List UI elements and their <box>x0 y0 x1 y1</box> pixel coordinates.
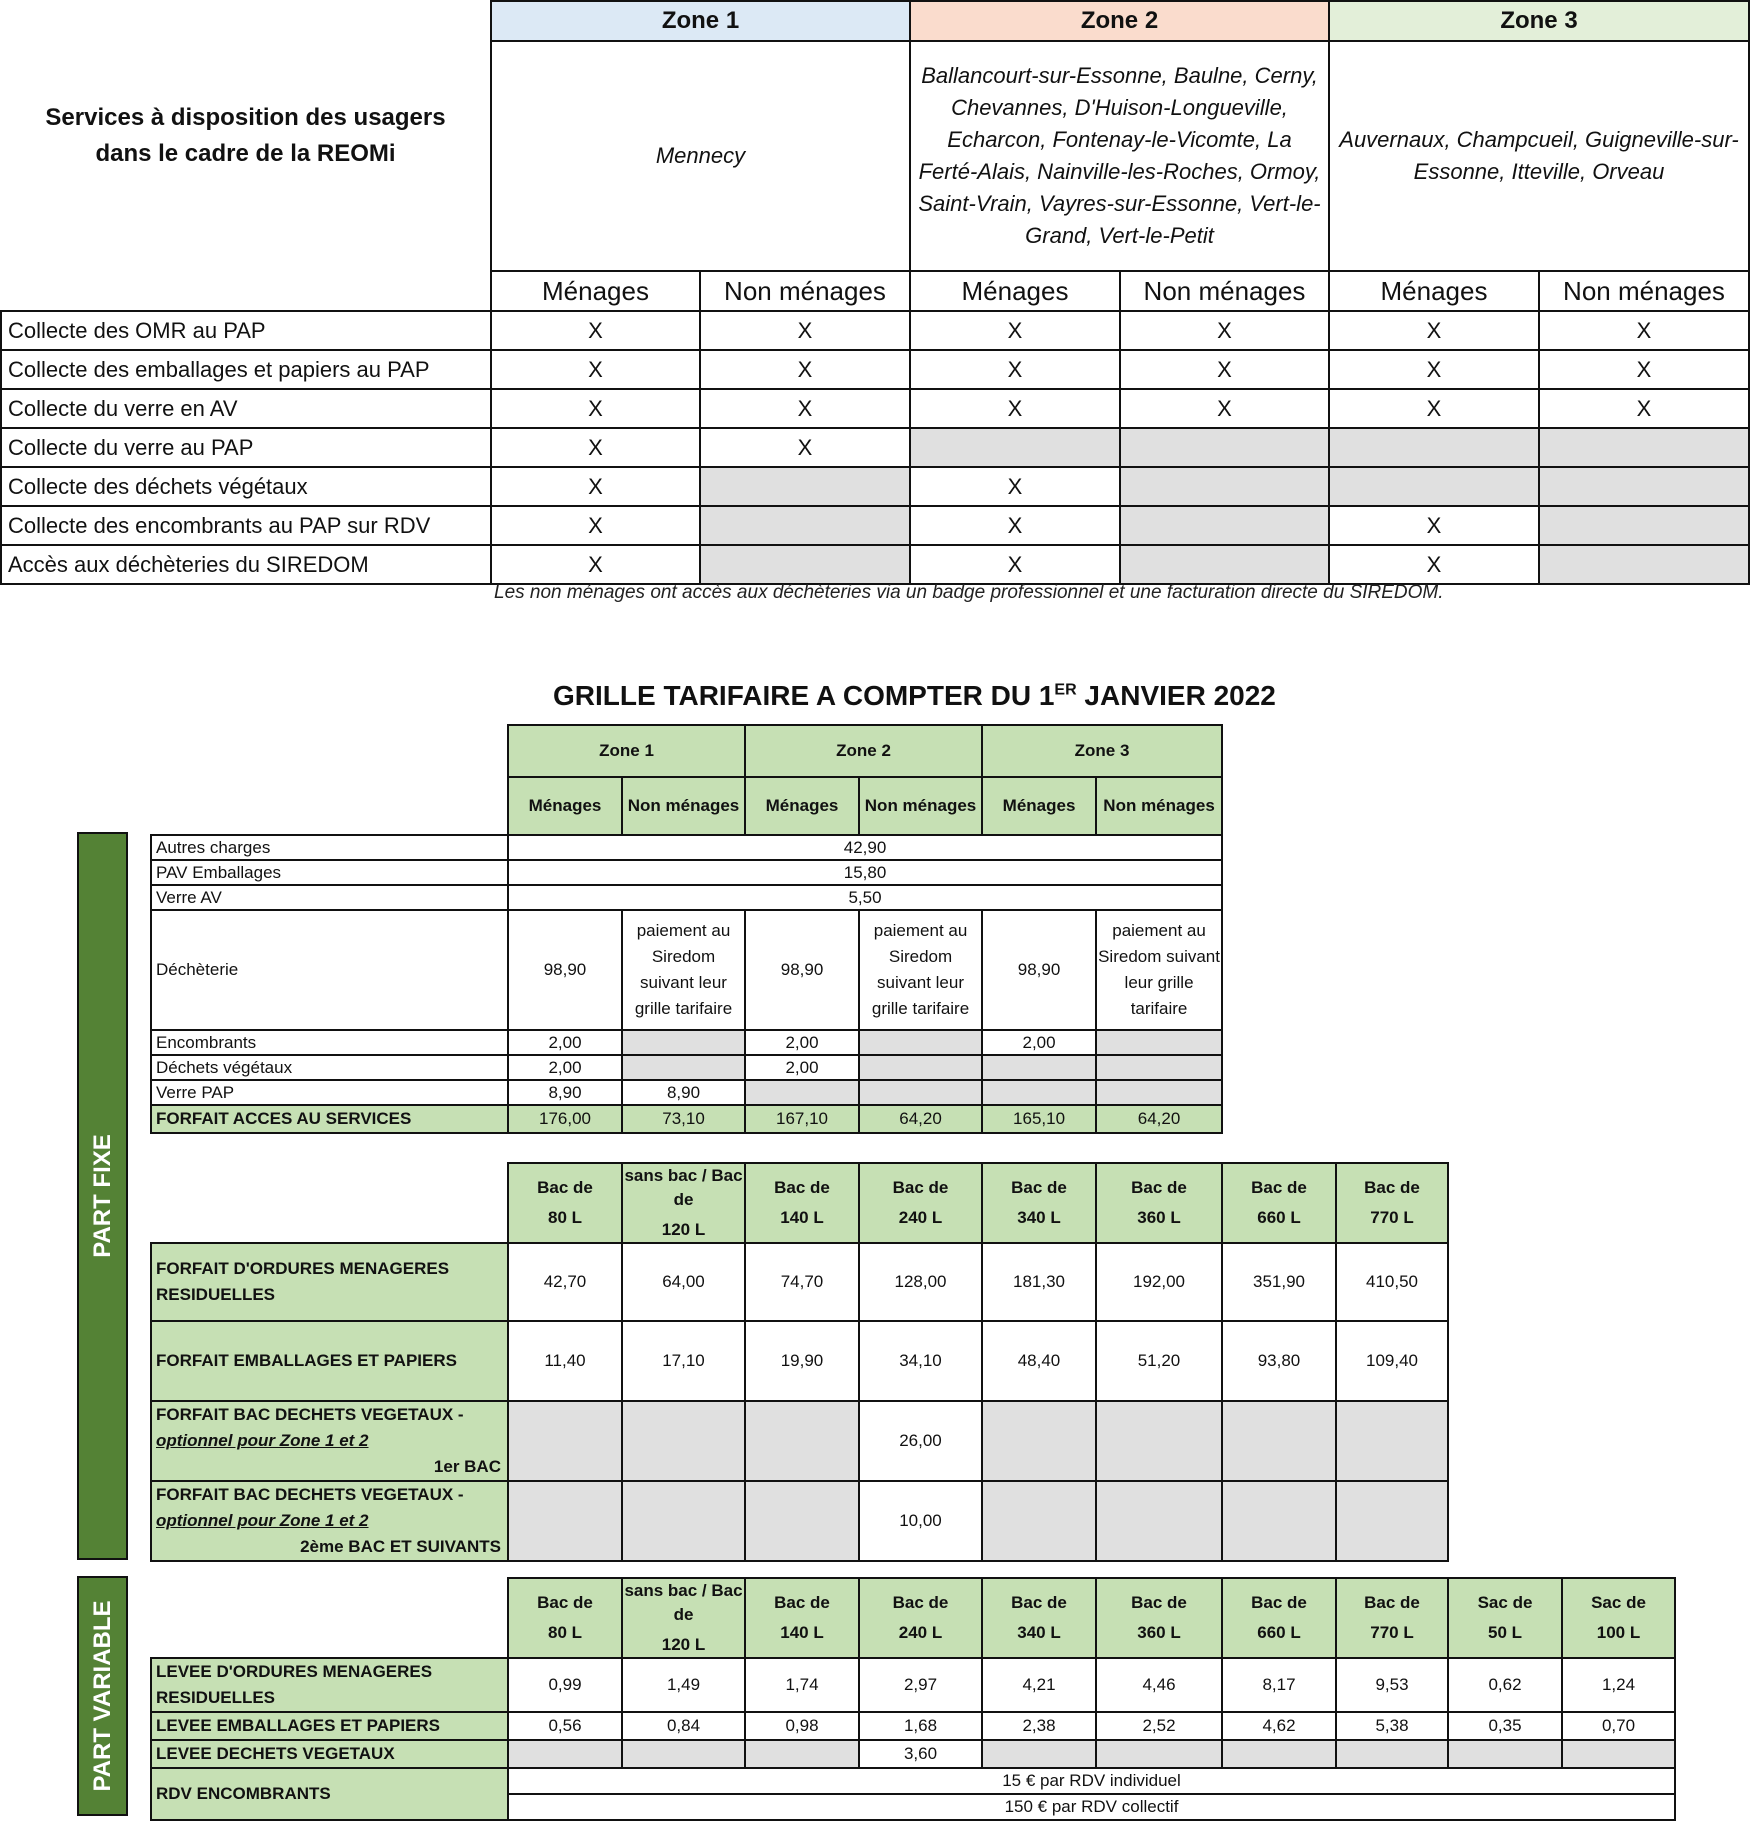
cell-value: 165,10 <box>982 1105 1096 1133</box>
service-label: Collecte des déchets végétaux <box>1 467 491 506</box>
cell-value: 2,00 <box>508 1030 622 1055</box>
bac-header: Bac de 240 L <box>859 1578 982 1658</box>
bac-header: Bac de 660 L <box>1222 1578 1336 1658</box>
bac-header: Sac de 50 L <box>1448 1578 1562 1658</box>
zone3-communes: Auvernaux, Champcueil, Guigneville-sur-Essonne, Itteville, Orveau <box>1329 41 1749 271</box>
service-check: X <box>1120 311 1329 350</box>
cell-value: paiement au Siredom suivant leur grille tarifaire <box>622 910 745 1030</box>
cell-value: 1,74 <box>745 1658 859 1712</box>
service-check: X <box>491 428 700 467</box>
service-check: X <box>1539 350 1749 389</box>
service-row <box>1 311 1749 350</box>
empty-cell <box>745 1080 859 1105</box>
cell-value: 17,10 <box>622 1321 745 1401</box>
service-unavailable <box>1329 467 1539 506</box>
empty-cell <box>1222 1481 1336 1561</box>
service-check: X <box>910 350 1120 389</box>
empty-cell <box>622 1481 745 1561</box>
cell-value: 64,20 <box>859 1105 982 1133</box>
cell-value: 26,00 <box>859 1401 982 1481</box>
service-row <box>1 545 1749 584</box>
empty-cell <box>1096 1080 1222 1105</box>
bac-header: Bac de 770 L <box>1336 1163 1448 1243</box>
bac-header: Bac de 360 L <box>1096 1163 1222 1243</box>
row-label: RDV ENCOMBRANTS <box>151 1768 508 1820</box>
service-check: X <box>491 389 700 428</box>
cell-value: 15,80 <box>508 860 1222 885</box>
services-title: Services à disposition des usagers dans le cadre de la REOMi <box>1 1 491 271</box>
row-label: Déchèterie <box>151 910 508 1030</box>
cell-value: 4,46 <box>1096 1658 1222 1712</box>
bac-header: Bac de 360 L <box>1096 1578 1222 1658</box>
empty-cell <box>622 1055 745 1080</box>
service-check: X <box>910 389 1120 428</box>
cell-value: 0,99 <box>508 1658 622 1712</box>
bac-header: Bac de 660 L <box>1222 1163 1336 1243</box>
service-check: X <box>491 467 700 506</box>
empty-cell <box>622 1740 745 1768</box>
empty-cell <box>1096 1740 1222 1768</box>
row-label: FORFAIT ACCES AU SERVICES <box>151 1105 508 1133</box>
bac-header: Bac de 340 L <box>982 1578 1096 1658</box>
service-row <box>1 467 1749 506</box>
cell-value: 2,00 <box>745 1030 859 1055</box>
empty-cell <box>745 1401 859 1481</box>
service-check: X <box>700 311 910 350</box>
empty-cell <box>1336 1740 1448 1768</box>
services-note: Les non ménages ont accès aux déchèteries via un badge professionnel et une facturation directe du SIREDOM. <box>494 582 1444 603</box>
empty-cell <box>745 1481 859 1561</box>
grid-sub-header: Non ménages <box>622 777 745 835</box>
cell-value: paiement au Siredom suivant leur grille tarifaire <box>859 910 982 1030</box>
service-label: Accès aux déchèteries du SIREDOM <box>1 545 491 584</box>
cell-value: 1,49 <box>622 1658 745 1712</box>
zone1-header: Zone 1 <box>491 1 910 41</box>
grid-zone2-header: Zone 2 <box>745 725 982 777</box>
service-unavailable <box>1539 467 1749 506</box>
rdv-individuel: 15 € par RDV individuel <box>508 1768 1675 1794</box>
bac-variable-grid <box>150 1577 1676 1821</box>
service-unavailable <box>1539 545 1749 584</box>
rdv-collectif: 150 € par RDV collectif <box>508 1794 1675 1820</box>
service-unavailable <box>1329 428 1539 467</box>
service-unavailable <box>1120 467 1329 506</box>
cell-value: 98,90 <box>508 910 622 1030</box>
grid-sub-header: Ménages <box>508 777 622 835</box>
service-row <box>1 389 1749 428</box>
tariff-title: GRILLE TARIFAIRE A COMPTER DU 1ER JANVIER 2022 <box>553 680 1276 711</box>
service-unavailable <box>1120 428 1329 467</box>
service-check: X <box>700 389 910 428</box>
cell-value: 42,70 <box>508 1243 622 1321</box>
cell-value: 74,70 <box>745 1243 859 1321</box>
service-check: X <box>491 350 700 389</box>
service-row <box>1 428 1749 467</box>
grid-sub-header: Ménages <box>745 777 859 835</box>
cell-value: 8,90 <box>508 1080 622 1105</box>
grid-zone3-header: Zone 3 <box>982 725 1222 777</box>
cell-value: 0,62 <box>1448 1658 1562 1712</box>
tariff-row <box>151 1030 1222 1055</box>
bac-header: sans bac / Bac de 120 L <box>622 1578 745 1658</box>
row-label: Autres charges <box>151 835 508 860</box>
service-check: X <box>910 545 1120 584</box>
service-check: X <box>1329 311 1539 350</box>
empty-cell <box>1336 1481 1448 1561</box>
row-label: FORFAIT D'ORDURES MENAGERES RESIDUELLES <box>151 1243 508 1321</box>
sub-header: Non ménages <box>1120 271 1329 311</box>
grid-sub-header: Non ménages <box>1096 777 1222 835</box>
service-check: X <box>1120 389 1329 428</box>
empty-cell <box>982 1055 1096 1080</box>
service-check: X <box>700 428 910 467</box>
cell-value: 42,90 <box>508 835 1222 860</box>
row-label: FORFAIT EMBALLAGES ET PAPIERS <box>151 1321 508 1401</box>
cell-value: 64,00 <box>622 1243 745 1321</box>
empty-cell <box>859 1080 982 1105</box>
bac-header: Bac de 240 L <box>859 1163 982 1243</box>
cell-value: 4,62 <box>1222 1712 1336 1740</box>
empty-cell <box>1222 1401 1336 1481</box>
service-row <box>1 350 1749 389</box>
empty-cell <box>1096 1401 1222 1481</box>
cell-value: 2,00 <box>745 1055 859 1080</box>
bac-header: Bac de 80 L <box>508 1163 622 1243</box>
empty-cell <box>622 1030 745 1055</box>
empty-cell <box>859 1030 982 1055</box>
cell-value: 0,70 <box>1562 1712 1675 1740</box>
cell-value: 34,10 <box>859 1321 982 1401</box>
cell-value: 1,68 <box>859 1712 982 1740</box>
service-check: X <box>700 350 910 389</box>
service-check: X <box>1329 545 1539 584</box>
service-unavailable <box>1120 506 1329 545</box>
cell-value: 8,17 <box>1222 1658 1336 1712</box>
service-check: X <box>1539 311 1749 350</box>
zone2-header: Zone 2 <box>910 1 1329 41</box>
bac-header: Bac de 340 L <box>982 1163 1096 1243</box>
empty-cell <box>622 1401 745 1481</box>
service-check: X <box>1329 389 1539 428</box>
zone3-header: Zone 3 <box>1329 1 1749 41</box>
cell-value: 19,90 <box>745 1321 859 1401</box>
grid-sub-header: Non ménages <box>859 777 982 835</box>
row-label: FORFAIT BAC DECHETS VEGETAUX - optionnel pour Zone 1 et 2 1er BAC <box>151 1401 508 1481</box>
cell-value: 0,98 <box>745 1712 859 1740</box>
bac-header: Bac de 140 L <box>745 1578 859 1658</box>
cell-value: 73,10 <box>622 1105 745 1133</box>
service-check: X <box>910 311 1120 350</box>
bac-header: Bac de 80 L <box>508 1578 622 1658</box>
empty-cell <box>1096 1030 1222 1055</box>
sub-header: Ménages <box>910 271 1120 311</box>
tariff-row <box>151 1080 1222 1105</box>
part-fixe-label: PART FIXE <box>77 832 128 1560</box>
empty-cell <box>1336 1401 1448 1481</box>
service-unavailable <box>1539 506 1749 545</box>
cell-value: 192,00 <box>1096 1243 1222 1321</box>
services-table <box>0 0 1750 585</box>
cell-value: 128,00 <box>859 1243 982 1321</box>
empty-cell <box>745 1740 859 1768</box>
cell-value: 2,52 <box>1096 1712 1222 1740</box>
cell-value: 167,10 <box>745 1105 859 1133</box>
row-label: FORFAIT BAC DECHETS VEGETAUX - optionnel pour Zone 1 et 2 2ème BAC ET SUIVANTS <box>151 1481 508 1561</box>
empty-cell <box>859 1055 982 1080</box>
service-check: X <box>491 506 700 545</box>
empty-cell <box>508 1481 622 1561</box>
cell-value: 64,20 <box>1096 1105 1222 1133</box>
zone1-communes: Mennecy <box>491 41 910 271</box>
service-check: X <box>1120 350 1329 389</box>
cell-value: 0,35 <box>1448 1712 1562 1740</box>
sub-header: Ménages <box>1329 271 1539 311</box>
service-check: X <box>1329 506 1539 545</box>
empty-cell <box>508 1401 622 1481</box>
bac-header: Sac de 100 L <box>1562 1578 1675 1658</box>
tariff-row <box>151 1055 1222 1080</box>
service-unavailable <box>1539 428 1749 467</box>
bac-header: Bac de 140 L <box>745 1163 859 1243</box>
zone-grid <box>150 724 1223 1134</box>
empty-cell <box>982 1740 1096 1768</box>
sub-header: Non ménages <box>1539 271 1749 311</box>
cell-value: 93,80 <box>1222 1321 1336 1401</box>
service-row <box>1 506 1749 545</box>
service-unavailable <box>910 428 1120 467</box>
service-label: Collecte du verre en AV <box>1 389 491 428</box>
cell-value: 5,38 <box>1336 1712 1448 1740</box>
zone2-communes: Ballancourt-sur-Essonne, Baulne, Cerny, Chevannes, D'Huison-Longueville, Echarcon, Fontenay-le-Vicomte, La Ferté-Alais, Nainville-les-Roches, Ormoy, Saint-Vrain, Vayres-sur-Essonne, Vert-le-Grand, Vert-le-Petit <box>910 41 1329 271</box>
empty-cell <box>1096 1055 1222 1080</box>
cell-value: 2,97 <box>859 1658 982 1712</box>
service-check: X <box>1329 350 1539 389</box>
empty-cell <box>1096 1481 1222 1561</box>
service-label: Collecte des OMR au PAP <box>1 311 491 350</box>
empty-cell <box>982 1401 1096 1481</box>
row-label: Encombrants <box>151 1030 508 1055</box>
cell-value: 0,56 <box>508 1712 622 1740</box>
service-check: X <box>910 506 1120 545</box>
grid-sub-header: Ménages <box>982 777 1096 835</box>
row-label: Verre AV <box>151 885 508 910</box>
bac-header: sans bac / Bac de 120 L <box>622 1163 745 1243</box>
cell-value: 4,21 <box>982 1658 1096 1712</box>
cell-value: 98,90 <box>745 910 859 1030</box>
cell-value: 10,00 <box>859 1481 982 1561</box>
service-unavailable <box>700 467 910 506</box>
row-label: Verre PAP <box>151 1080 508 1105</box>
cell-value: 2,00 <box>508 1055 622 1080</box>
cell-value: 351,90 <box>1222 1243 1336 1321</box>
cell-value: 1,24 <box>1562 1658 1675 1712</box>
service-check: X <box>1539 389 1749 428</box>
cell-value: 181,30 <box>982 1243 1096 1321</box>
row-label: LEVEE EMBALLAGES ET PAPIERS <box>151 1712 508 1740</box>
cell-value: 0,84 <box>622 1712 745 1740</box>
service-check: X <box>491 545 700 584</box>
cell-value: 8,90 <box>622 1080 745 1105</box>
empty-cell <box>1222 1740 1336 1768</box>
cell-value: 48,40 <box>982 1321 1096 1401</box>
cell-value: 98,90 <box>982 910 1096 1030</box>
part-variable-label: PART VARIABLE <box>77 1576 128 1816</box>
tariff-row <box>151 1105 1222 1133</box>
bac-header: Bac de 770 L <box>1336 1578 1448 1658</box>
cell-value: 2,00 <box>982 1030 1096 1055</box>
grid-zone1-header: Zone 1 <box>508 725 745 777</box>
cell-value: 109,40 <box>1336 1321 1448 1401</box>
cell-value: 11,40 <box>508 1321 622 1401</box>
cell-value: 5,50 <box>508 885 1222 910</box>
cell-value: 176,00 <box>508 1105 622 1133</box>
empty-cell <box>508 1740 622 1768</box>
service-unavailable <box>700 506 910 545</box>
empty-cell <box>982 1481 1096 1561</box>
empty-cell <box>982 1080 1096 1105</box>
service-unavailable <box>1120 545 1329 584</box>
service-label: Collecte des emballages et papiers au PAP <box>1 350 491 389</box>
row-label: LEVEE D'ORDURES MENAGERES RESIDUELLES <box>151 1658 508 1712</box>
sub-header: Ménages <box>491 271 700 311</box>
service-label: Collecte du verre au PAP <box>1 428 491 467</box>
row-label: PAV Emballages <box>151 860 508 885</box>
empty-cell <box>1562 1740 1675 1768</box>
cell-value: 3,60 <box>859 1740 982 1768</box>
empty-cell <box>1448 1740 1562 1768</box>
cell-value: 2,38 <box>982 1712 1096 1740</box>
service-check: X <box>491 311 700 350</box>
service-unavailable <box>700 545 910 584</box>
service-label: Collecte des encombrants au PAP sur RDV <box>1 506 491 545</box>
cell-value: 51,20 <box>1096 1321 1222 1401</box>
sub-header: Non ménages <box>700 271 910 311</box>
cell-value: 9,53 <box>1336 1658 1448 1712</box>
row-label: Déchets végétaux <box>151 1055 508 1080</box>
cell-value: 410,50 <box>1336 1243 1448 1321</box>
cell-value: paiement au Siredom suivant leur grille tarifaire <box>1096 910 1222 1030</box>
row-label: LEVEE DECHETS VEGETAUX <box>151 1740 508 1768</box>
service-check: X <box>910 467 1120 506</box>
bac-fixe-grid <box>150 1162 1449 1562</box>
